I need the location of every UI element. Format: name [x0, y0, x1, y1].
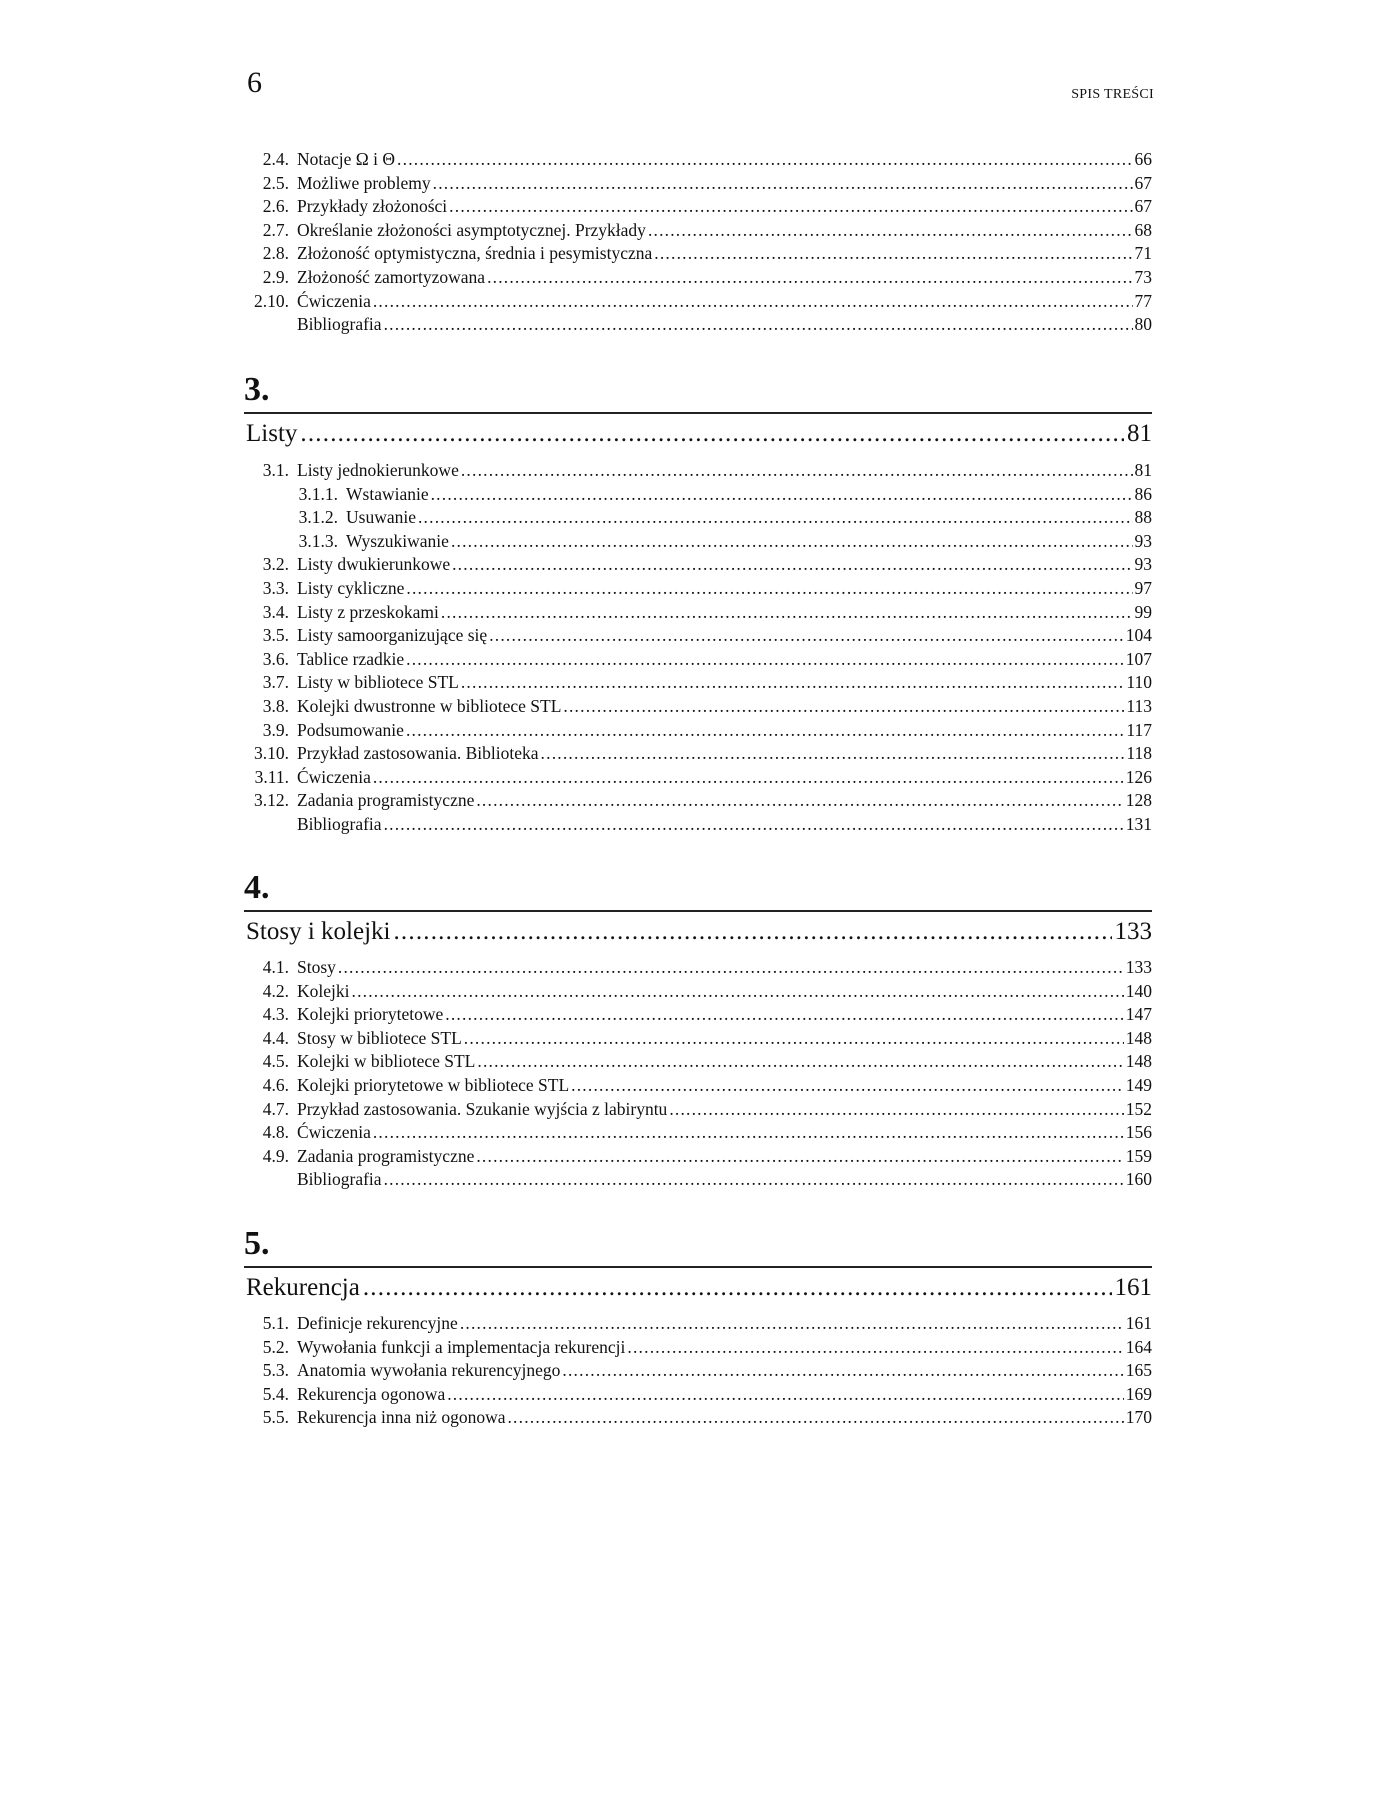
toc-entry-number: 2.10. — [254, 290, 289, 311]
dot-leader — [384, 813, 1124, 837]
dot-leader — [476, 789, 1123, 813]
toc-entry-page: 156 — [1125, 1122, 1152, 1143]
toc-entry-page: 159 — [1125, 1145, 1152, 1166]
toc-entry[interactable] — [244, 530, 1152, 554]
dot-leader — [418, 506, 1133, 530]
toc-entry-page: 71 — [1134, 243, 1152, 264]
dot-leader — [363, 1268, 1112, 1308]
dot-leader — [406, 577, 1132, 601]
toc-entry-title: Złożoność optymistyczna, średnia i pesymistyczna — [297, 243, 653, 264]
toc-entry[interactable] — [244, 648, 1152, 672]
toc-entry-page: 126 — [1125, 766, 1152, 787]
toc-entry-number: 3.6. — [262, 648, 289, 669]
dot-leader — [384, 313, 1133, 337]
dot-leader — [433, 172, 1133, 196]
toc-entry[interactable] — [244, 1050, 1152, 1074]
toc-entry-page: 147 — [1125, 1004, 1152, 1025]
toc-entry[interactable] — [244, 742, 1152, 766]
toc-entry[interactable] — [244, 789, 1152, 813]
toc-entry-title: Bibliografia — [297, 813, 382, 834]
chapter-5 — [244, 1224, 1152, 1308]
dot-leader — [338, 956, 1124, 980]
toc-entry-page: 73 — [1134, 266, 1152, 287]
toc-entry-number: 4.4. — [262, 1027, 289, 1048]
toc-entry-page: 86 — [1134, 483, 1152, 504]
toc-entry-number: 4.2. — [262, 980, 289, 1001]
toc-entry-title: Zadania programistyczne — [297, 790, 475, 811]
toc-entry[interactable] — [244, 1383, 1152, 1407]
toc-entry-title: Kolejki dwustronne w bibliotece STL — [297, 695, 562, 716]
dot-leader — [352, 980, 1124, 1004]
toc-entry-page: 164 — [1125, 1336, 1152, 1357]
toc-entry-page: 93 — [1134, 554, 1152, 575]
toc-entry[interactable] — [244, 506, 1152, 530]
toc-entry-title: Notacje Ω i Θ — [297, 149, 396, 169]
toc-entry[interactable] — [244, 601, 1152, 625]
dot-leader — [571, 1074, 1124, 1098]
toc-entry-number: 3.4. — [262, 601, 289, 622]
toc-entry-title: Określanie złożoności asymptotycznej. Przykłady — [297, 219, 646, 240]
toc-entry-number: 5.3. — [262, 1360, 289, 1381]
toc-continued-section — [244, 148, 1152, 337]
toc-entry-number: 5.2. — [262, 1336, 289, 1357]
toc-entry-number: 4.6. — [262, 1074, 289, 1095]
toc-entry[interactable] — [244, 1027, 1152, 1051]
toc-entry-number: 3.2. — [262, 554, 289, 575]
dot-leader — [489, 624, 1124, 648]
toc-entry-number: 2.4. — [262, 149, 289, 169]
chapter-page: 161 — [1114, 1274, 1152, 1301]
dot-leader — [562, 1359, 1123, 1383]
dot-leader — [487, 266, 1132, 290]
toc-entry-title: Ćwiczenia — [297, 1122, 371, 1143]
dot-leader — [447, 1383, 1124, 1407]
toc-entry-number: 2.6. — [262, 196, 289, 217]
dot-leader — [464, 1027, 1124, 1051]
toc-entry-page: 152 — [1125, 1098, 1152, 1119]
toc-entry[interactable] — [244, 266, 1152, 290]
chapter-title: Listy — [246, 420, 298, 447]
toc-entry[interactable] — [244, 1312, 1152, 1336]
toc-entry[interactable] — [244, 624, 1152, 648]
chapter-4-entries — [244, 956, 1152, 1192]
chapter-page: 133 — [1114, 918, 1152, 945]
toc-entry[interactable] — [244, 1168, 1152, 1192]
toc-entry-title: Listy cykliczne — [297, 577, 405, 598]
dot-leader — [300, 414, 1124, 454]
chapter-5-entries — [244, 1312, 1152, 1430]
toc-entry-page: 99 — [1134, 601, 1152, 622]
toc-entry-page: 148 — [1125, 1027, 1152, 1048]
toc-entry-title: Listy jednokierunkowe — [297, 460, 459, 480]
toc-entry-title: Tablice rzadkie — [297, 648, 405, 669]
toc-entry-number: 3.10. — [254, 743, 289, 764]
toc-entry[interactable] — [244, 813, 1152, 837]
toc-entry-number: 4.1. — [262, 957, 289, 977]
toc-entry[interactable] — [244, 766, 1152, 790]
toc-entry-title: Definicje rekurencyjne — [297, 1313, 458, 1333]
toc-entry[interactable] — [244, 242, 1152, 266]
dot-leader — [461, 671, 1125, 695]
toc-entry-page: 140 — [1125, 980, 1152, 1001]
toc-entry-title: Bibliografia — [297, 314, 382, 335]
dot-leader — [452, 553, 1132, 577]
toc-entry-page: 68 — [1134, 219, 1152, 240]
dot-leader — [461, 459, 1133, 483]
toc-entry-number: 3.5. — [262, 625, 289, 646]
toc-entry[interactable] — [244, 1336, 1152, 1360]
toc-entry-page: 117 — [1126, 719, 1152, 740]
toc-entry-page: 97 — [1134, 577, 1152, 598]
toc-entry-title: Kolejki — [297, 980, 350, 1001]
chapter-title-row[interactable] — [244, 1268, 1152, 1308]
toc-entry-number: 2.5. — [262, 172, 289, 193]
dot-leader — [441, 601, 1133, 625]
toc-entry-page: 107 — [1125, 648, 1152, 669]
toc-entry-title: Przykład zastosowania. Szukanie wyjścia z labiryntu — [297, 1098, 668, 1119]
toc-entry-page: 160 — [1125, 1169, 1152, 1190]
toc-entry[interactable] — [244, 1145, 1152, 1169]
chapter-title-row[interactable] — [244, 912, 1152, 952]
toc-entry-title: Listy dwukierunkowe — [297, 554, 451, 575]
toc-entry-page: 133 — [1125, 957, 1152, 977]
toc-entry-number: 3.12. — [254, 790, 289, 811]
toc-entry-title: Kolejki priorytetowe w bibliotece STL — [297, 1074, 570, 1095]
dot-leader — [648, 219, 1133, 243]
dot-leader — [476, 1145, 1123, 1169]
page-number: 6 — [247, 66, 262, 99]
dot-leader — [393, 912, 1111, 952]
toc-entry-title: Usuwanie — [346, 507, 416, 528]
toc-entry-page: 67 — [1134, 196, 1152, 217]
toc-entry-number: 4.9. — [262, 1145, 289, 1166]
toc-entry-number: 2.7. — [262, 219, 289, 240]
toc-entry[interactable] — [244, 719, 1152, 743]
dot-leader — [373, 1121, 1124, 1145]
toc-entry-title: Wywołania funkcji a implementacja rekurencji — [297, 1336, 626, 1357]
toc-entry-page: 113 — [1126, 695, 1152, 716]
toc-entry-number: 3.1.3. — [298, 530, 338, 551]
dot-leader — [669, 1098, 1123, 1122]
toc-entry-number: 3.11. — [254, 766, 289, 787]
dot-leader — [627, 1336, 1123, 1360]
toc-entry-title: Listy z przeskokami — [297, 601, 439, 622]
toc-entry-title: Możliwe problemy — [297, 172, 431, 193]
toc-entry-title: Wyszukiwanie — [346, 530, 449, 551]
toc-entry-page: 161 — [1125, 1313, 1152, 1333]
toc-entry-page: 104 — [1125, 625, 1152, 646]
toc-entry-title: Kolejki priorytetowe — [297, 1004, 444, 1025]
toc-entry-number: 3.1. — [262, 460, 289, 480]
toc-entry-number: 4.8. — [262, 1122, 289, 1143]
toc-entry[interactable] — [244, 1003, 1152, 1027]
toc-entry-page: 148 — [1125, 1051, 1152, 1072]
toc-entry-title: Rekurencja inna niż ogonowa — [297, 1407, 506, 1428]
toc-entry-number: 4.5. — [262, 1051, 289, 1072]
chapter-number: 5. — [244, 1225, 270, 1262]
toc-entry-page: 118 — [1126, 743, 1152, 764]
toc-entry-title: Przykład zastosowania. Biblioteka — [297, 743, 539, 764]
dot-leader — [507, 1406, 1123, 1430]
toc-entry-title: Podsumowanie — [297, 719, 404, 740]
toc-entry-number: 3.1.1. — [298, 483, 338, 504]
toc-entry[interactable] — [244, 671, 1152, 695]
chapter-title: Stosy i kolejki — [246, 918, 391, 945]
dot-leader — [451, 530, 1133, 554]
toc-entry-title: Wstawianie — [346, 483, 429, 504]
dot-leader — [445, 1003, 1123, 1027]
running-head: SPIS TREŚCI — [1071, 87, 1154, 102]
toc-entry-page: 170 — [1125, 1407, 1152, 1428]
toc-entry[interactable] — [244, 219, 1152, 243]
dot-leader — [406, 648, 1124, 672]
chapter-number: 3. — [244, 371, 270, 408]
chapter-page: 81 — [1127, 420, 1152, 447]
toc-entry[interactable] — [244, 172, 1152, 196]
toc-entry[interactable] — [244, 1406, 1152, 1430]
toc-entry[interactable] — [244, 195, 1152, 219]
toc-entry-page: 149 — [1125, 1074, 1152, 1095]
dot-leader — [449, 195, 1132, 219]
toc-entry[interactable] — [244, 1121, 1152, 1145]
dot-leader — [406, 719, 1124, 743]
toc-entry-number: 5.1. — [262, 1313, 289, 1333]
chapter-3-entries — [244, 459, 1152, 837]
toc-entry-number: 2.8. — [262, 243, 289, 264]
toc-entry-title: Złożoność zamortyzowana — [297, 266, 486, 287]
chapter-title-row[interactable] — [244, 414, 1152, 454]
toc-entry[interactable] — [244, 980, 1152, 1004]
toc-entry-page: 81 — [1134, 460, 1152, 480]
toc-entry[interactable] — [244, 459, 1152, 483]
chapter-title: Rekurencja — [246, 1274, 360, 1301]
toc-entry-page: 93 — [1134, 530, 1152, 551]
toc-entry-page: 77 — [1134, 290, 1152, 311]
toc-entry-title: Anatomia wywołania rekurencyjnego — [297, 1360, 561, 1381]
toc-entry-title: Rekurencja ogonowa — [297, 1383, 446, 1404]
toc-entry-number: 3.3. — [262, 577, 289, 598]
dot-leader — [373, 290, 1133, 314]
toc-entry-page: 66 — [1134, 149, 1152, 169]
toc-entry[interactable] — [244, 148, 1152, 172]
toc-entry-page: 110 — [1126, 672, 1152, 693]
toc-entry-title: Ćwiczenia — [297, 766, 371, 787]
toc-entry-title: Ćwiczenia — [297, 290, 371, 311]
toc-entry-title: Bibliografia — [297, 1169, 382, 1190]
toc-entry[interactable] — [244, 553, 1152, 577]
toc-entry-title: Stosy w bibliotece STL — [297, 1027, 462, 1048]
toc-entry-page: 131 — [1125, 813, 1152, 834]
dot-leader — [384, 1168, 1124, 1192]
chapter-3 — [244, 370, 1152, 454]
toc-entry[interactable] — [244, 695, 1152, 719]
toc-entry-number: 5.4. — [262, 1383, 289, 1404]
toc-entry-number: 5.5. — [262, 1407, 289, 1428]
toc-entry[interactable] — [244, 1074, 1152, 1098]
toc-entry[interactable] — [244, 313, 1152, 337]
toc-entry[interactable] — [244, 1359, 1152, 1383]
toc-entry-title: Zadania programistyczne — [297, 1145, 475, 1166]
toc-entry-number: 3.8. — [262, 695, 289, 716]
toc-entry-page: 88 — [1134, 507, 1152, 528]
toc-entry-number: 3.1.2. — [298, 507, 338, 528]
toc-entry-title: Stosy — [297, 957, 336, 977]
dot-leader — [563, 695, 1124, 719]
chapter-4 — [244, 868, 1152, 952]
toc-entry-number: 4.3. — [262, 1004, 289, 1025]
toc-entry-title: Listy samoorganizujące się — [297, 625, 488, 646]
toc-entry[interactable] — [244, 483, 1152, 507]
dot-leader — [654, 242, 1132, 266]
chapter-number: 4. — [244, 869, 270, 906]
toc-entry[interactable] — [244, 1098, 1152, 1122]
toc-entry-page: 165 — [1125, 1360, 1152, 1381]
toc-entry-number: 2.9. — [262, 266, 289, 287]
toc-entry-number: 3.7. — [262, 672, 289, 693]
toc-entry-title: Przykłady złożoności — [297, 196, 448, 217]
toc-entry[interactable] — [244, 577, 1152, 601]
toc-entry-page: 80 — [1134, 314, 1152, 335]
dot-leader — [460, 1312, 1124, 1336]
toc-entry-page: 169 — [1125, 1383, 1152, 1404]
dot-leader — [541, 742, 1125, 766]
dot-leader — [397, 148, 1132, 172]
dot-leader — [477, 1050, 1123, 1074]
dot-leader — [431, 483, 1133, 507]
toc-entry[interactable] — [244, 290, 1152, 314]
toc-entry-title: Kolejki w bibliotece STL — [297, 1051, 476, 1072]
toc-entry-number: 3.9. — [262, 719, 289, 740]
toc-entry-title: Listy w bibliotece STL — [297, 672, 459, 693]
toc-entry[interactable] — [244, 956, 1152, 980]
dot-leader — [373, 766, 1124, 790]
toc-entry-page: 67 — [1134, 172, 1152, 193]
toc-entry-number: 4.7. — [262, 1098, 289, 1119]
toc-entry-page: 128 — [1125, 790, 1152, 811]
